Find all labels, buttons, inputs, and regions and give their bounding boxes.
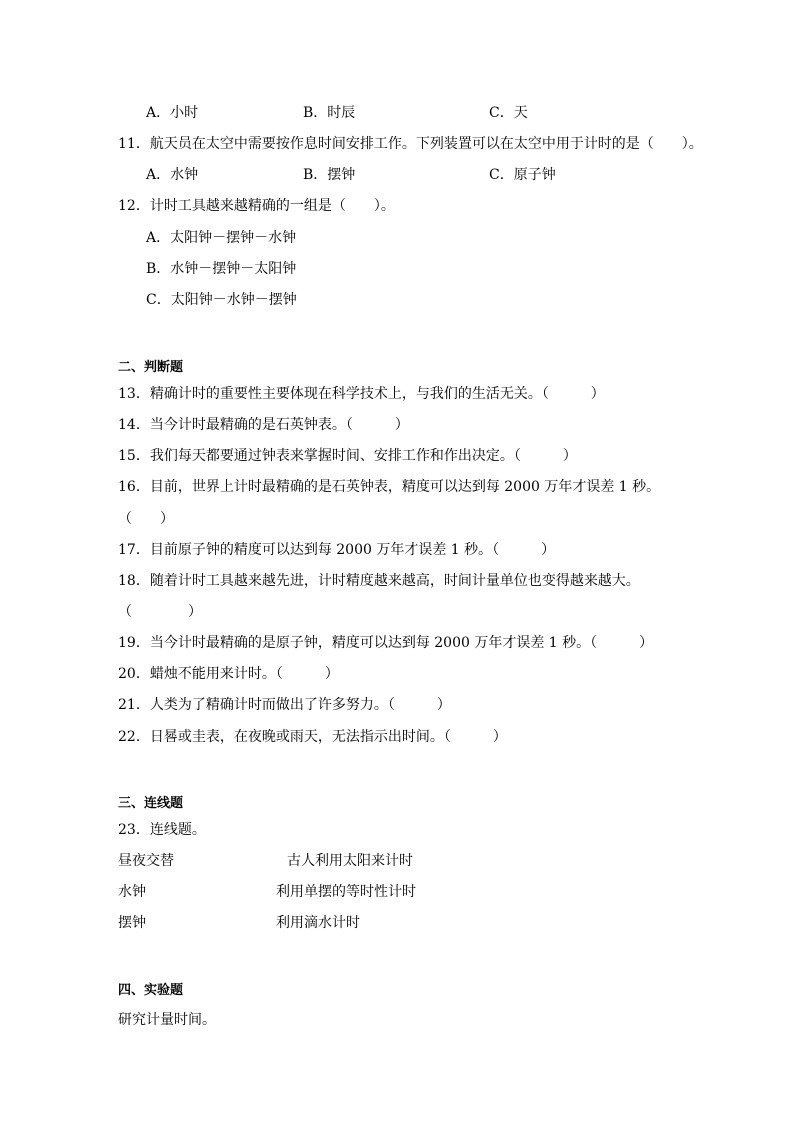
- q19: 19．当今计时最精确的是原子钟，精度可以达到每 2000 万年才误差 1 秒。（ ）: [118, 635, 654, 651]
- q12-option-a: A．太阳钟－摆钟－水钟: [146, 230, 297, 246]
- q12-option-b: B．水钟－摆钟－太阳钟: [146, 261, 297, 277]
- q21: 21．人类为了精确计时而做出了许多努力。（ ）: [118, 697, 451, 713]
- q18: 18．随着计时工具越来越先进，计时精度越来越高，时间计量单位也变得越来越大。: [118, 573, 640, 589]
- q14: 14．当今计时最精确的是石英钟表。（ ）: [118, 417, 409, 433]
- q16-answer-bracket: （ ）: [118, 511, 174, 527]
- q10-option-c: C．天: [489, 105, 528, 121]
- q15: 15．我们每天都要通过钟表来掌握时间、安排工作和作出决定。（ ）: [118, 448, 577, 464]
- q11-option-a: A．水钟: [146, 167, 199, 183]
- section4-stem: 研究计量时间。: [118, 1012, 216, 1028]
- match-right-1: 古人利用太阳来计时: [287, 853, 413, 869]
- q12-option-c: C．太阳钟－水钟－摆钟: [146, 292, 297, 308]
- q20: 20．蜡烛不能用来计时。（ ）: [118, 666, 339, 682]
- q11-option-b: B．摆钟: [303, 167, 356, 183]
- q22: 22．日晷或圭表，在夜晚或雨天，无法指示出时间。（ ）: [118, 729, 507, 745]
- match-left-2: 水钟: [118, 884, 146, 900]
- match-right-2: 利用单摆的等时性计时: [276, 884, 416, 900]
- match-left-1: 昼夜交替: [118, 853, 174, 869]
- q10-option-a: A．小时: [146, 105, 199, 121]
- q12-stem: 12．计时工具越来越精确的一组是（ ）。: [118, 198, 395, 214]
- match-right-3: 利用滴水计时: [276, 915, 360, 931]
- q10-option-b: B．时辰: [303, 105, 356, 121]
- q18-answer-bracket: （ ）: [118, 604, 202, 620]
- q13: 13．精确计时的重要性主要体现在科学技术上，与我们的生活无关。（ ）: [118, 386, 605, 402]
- section4-title: 四、实验题: [118, 983, 184, 998]
- q16: 16．目前，世界上计时最精确的是石英钟表，精度可以达到每 2000 万年才误差 1 秒。: [118, 479, 661, 495]
- section3-title: 三、连线题: [118, 796, 184, 811]
- q17: 17．目前原子钟的精度可以达到每 2000 万年才误差 1 秒。（ ）: [118, 542, 556, 558]
- q11-stem: 11．航天员在太空中需要按作息时间安排工作。下列装置可以在太空中用于计时的是（ ）。: [118, 136, 703, 152]
- q11-option-c: C．原子钟: [489, 167, 556, 183]
- q23-stem: 23．连线题。: [118, 822, 206, 838]
- match-left-3: 摆钟: [118, 915, 146, 931]
- section2-title: 二、判断题: [118, 360, 184, 375]
